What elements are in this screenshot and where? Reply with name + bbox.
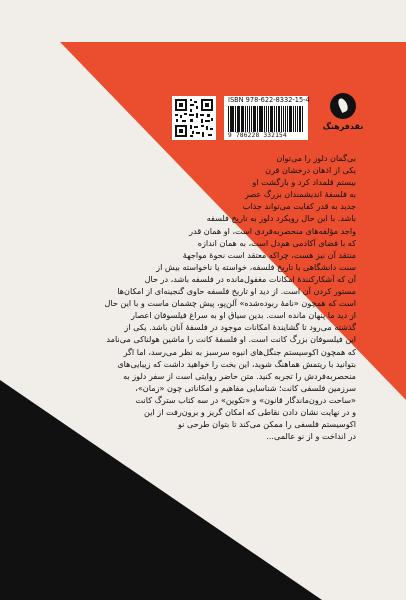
barcode-bar [297, 106, 298, 132]
blurb-line: جدید به قدر کفایت می‌تواند جذاب [242, 201, 356, 212]
blurb-line: یکی از اذهان درخشان قرن [265, 165, 356, 176]
blurb-line: این فیلسوفان بزرگ کانت است. او فلسفهٔ کانت را ماشین هولناکی می‌نامد [106, 334, 356, 345]
blurb-line: منحصربه‌فردش را تجربه کنید. متن حاضر روایتی است از سفر دلوز به [123, 370, 356, 381]
barcode-bar [295, 106, 296, 132]
barcode-bar [262, 106, 263, 132]
barcode-bar [300, 106, 301, 132]
blurb-line: به فلسفهٔ اندیشمندان بزرگ عصر [244, 189, 356, 200]
blurb-line: از دید ما پنهان مانده است. بدین سیاق او به سراغ فیلسوفان اعصار [131, 310, 356, 321]
blurb-line: و در نهایت نشان دادن نقاطی که امکان گریز و برون‌رفت از این [144, 406, 356, 417]
barcode-bar [233, 106, 234, 132]
barcode-bar [279, 106, 280, 132]
barcode-bar [270, 106, 272, 132]
blurb-line: سرزمین فلسفی کانت؛ شناسایی مفاهیم و امکاناتی چون «زمان»، [135, 382, 356, 393]
blurb-line: بی‌گمان دلوز را می‌توان [276, 153, 356, 163]
barcode-bar [249, 106, 250, 132]
qr-code-icon [172, 96, 216, 140]
barcode-bar [237, 106, 239, 132]
barcode-bar [274, 106, 275, 132]
ink-drop-logo-icon [330, 93, 356, 119]
blurb-line: آن که آشکارکنندهٔ امکانات مغفول‌مانده در فلسفه باشد، در حال [144, 273, 356, 284]
barcode-bar [257, 106, 258, 132]
barcode-bar [231, 106, 232, 132]
blurb-line: مستور کردن آن است. از دید او تاریخ فلسفه حاوی گنجینه‌ای از امکان‌ها [117, 286, 356, 297]
barcode-bar [254, 106, 256, 132]
barcode-bar [247, 106, 248, 132]
back-cover-blurb [56, 152, 356, 442]
barcode-bar [283, 106, 284, 132]
barcode-bar [241, 106, 242, 132]
blurb-line: سنت دانشگاهی با تاریخ فلسفه، خواسته یا ناخواسته بیش از [156, 261, 356, 272]
blurb-line: «ساحت درون‌ماندگار قانون» و «تکوین» در سه کتاب سترگ کانت [135, 394, 356, 405]
barcode-bar [289, 106, 291, 132]
blurb-line: بتوانید با ریتمش هماهنگ شوید، این بخت را خواهید داشت که زیبایی‌های [117, 358, 356, 369]
publisher-logo [313, 93, 373, 155]
barcode-bar [285, 106, 286, 132]
barcode-digits: 9 786228 332154 [228, 132, 287, 139]
isbn-barcode-block [224, 96, 308, 140]
barcode-bar [239, 106, 240, 132]
barcode-bar [268, 106, 269, 132]
barcode-bar [266, 106, 267, 132]
blurb-line: اکوسیستم فلسفی را ممکن می‌کند تا بتوان طرحی نو [177, 419, 356, 430]
blurb-line: که با فضای آکادمی هم‌دل است، به همان اندازه [197, 237, 356, 248]
barcode-bar [228, 106, 229, 132]
barcode-icon [228, 106, 304, 132]
isbn-label: ISBN 978-622-8332-15-4 [228, 96, 310, 104]
blurb-line: باشد. با این حال رویکرد دلوز به تاریخ فلسفه [206, 213, 356, 224]
blurb-line: است که همچون «نامهٔ ربوده‌شده» آلن‌پو، پیش چشمان ماست و با این حال [104, 298, 356, 309]
barcode-bar [276, 106, 277, 132]
blurb-line: واجد مؤلفه‌های منحصربه‌فردی است، او همان قدر [189, 225, 356, 236]
blurb-line: گذشته می‌رود تا گشاینده‌ٔ امکانات موجود در فلسفهٔ آنان باشد. یکی از [124, 322, 356, 333]
barcode-bar [260, 106, 261, 132]
blurb-line: منتقد آن نیز هست، چراکه معتقد است نحوهٔ مواجههٔ [182, 249, 356, 260]
barcode-bar [291, 106, 292, 132]
barcode-bar [251, 106, 252, 132]
blurb-line: که همچون اکوسیستم جنگل‌های انبوه سرسبز به نظر می‌رسد، اما اگر [123, 346, 356, 357]
barcode-bar [245, 106, 246, 132]
publisher-name: نقدفرهنگ [322, 122, 364, 131]
barcode-bar [302, 106, 303, 132]
blurb-line: در انداخت و از نو عالمی... [266, 431, 356, 442]
blurb-line: بیستم قلمداد کرد و بازگشت او [252, 177, 356, 188]
